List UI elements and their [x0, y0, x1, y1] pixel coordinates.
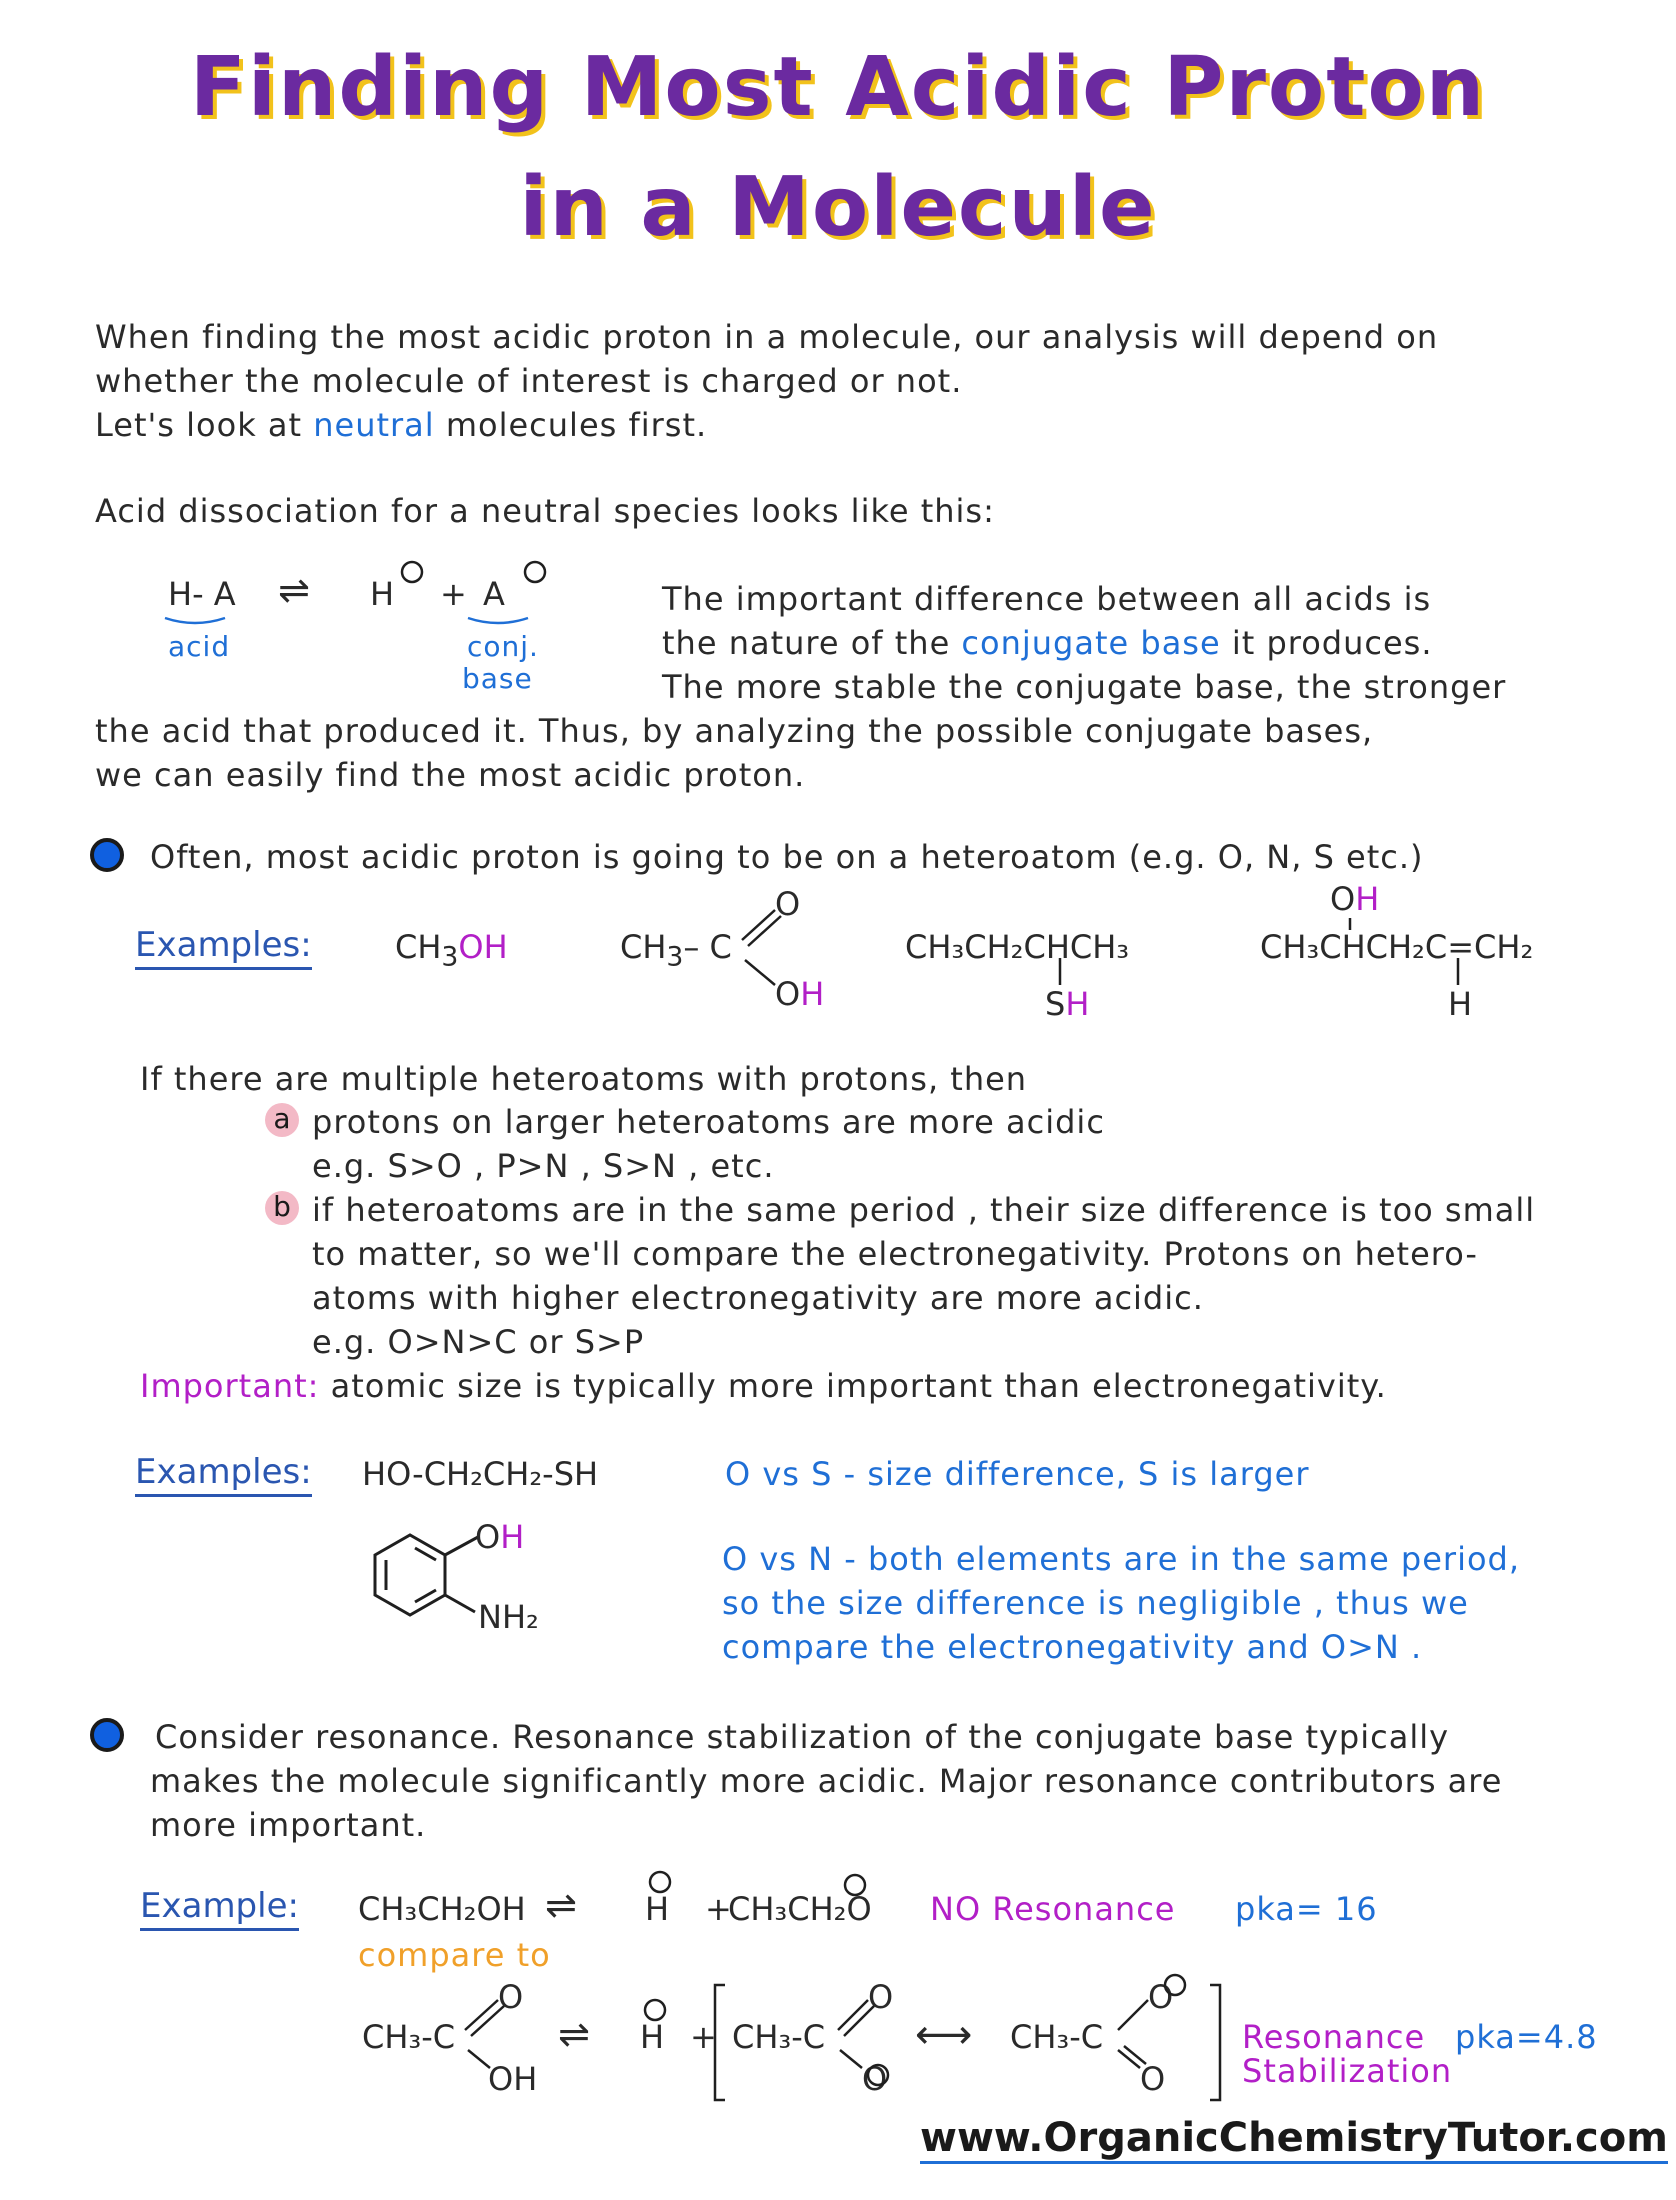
note-o-vs-n-1: O vs N - both elements are in the same period, — [722, 1540, 1521, 1578]
intro-line-3-pre: Let's look at — [95, 406, 303, 444]
acetate1-single — [840, 2050, 862, 2068]
resonance-stabilization-label-1: Resonance — [1242, 2018, 1426, 2056]
conj-base-brace — [468, 618, 528, 623]
acetate-1-o-top: O — [868, 1978, 894, 2016]
important-text: atomic size is typically more important than electronegativity. — [330, 1367, 1387, 1405]
diss-para-4: the acid that produced it. Thus, by analyzing the possible conjugate bases, — [95, 712, 1374, 750]
methanol-sub: 3 — [441, 941, 459, 973]
acetate2-double-2 — [1124, 2046, 1146, 2064]
section1-text: Often, most acidic proton is going to be on a heteroatom (e.g. O, N, S etc.) — [150, 838, 1424, 876]
eq2-plus: + — [690, 2018, 717, 2056]
acetate-2-o-bottom: O — [1140, 2060, 1166, 2098]
page-title-line-1: Finding Most Acidic Proton — [189, 40, 1487, 135]
resonance-stabilization-label-2: Stabilization — [1242, 2052, 1453, 2090]
conj-label-2: base — [462, 662, 533, 695]
pka-ethanol: pka= 16 — [1235, 1890, 1378, 1928]
acetic-ch: CH — [620, 928, 667, 966]
eq-equilibrium-arrow: ⇌ — [278, 568, 310, 612]
intro-neutral-highlight: neutral — [313, 406, 435, 444]
rule-b-line-3: atoms with higher electronegativity are more acidic. — [312, 1279, 1204, 1317]
eq1-plus: + — [705, 1890, 732, 1928]
acetic-acid-ch3c: CH₃-C — [362, 2018, 456, 2056]
example-pentenol: CH₃CHCH₂C=CH₂ — [1260, 928, 1534, 966]
eq1-arrow: ⇌ — [545, 1883, 577, 1927]
example-label: Example: — [140, 1886, 299, 1931]
note-o-vs-s: O vs S - size difference, S is larger — [725, 1455, 1310, 1493]
rules-intro: If there are multiple heteroatoms with protons, then — [140, 1060, 1028, 1098]
rule-b-example: e.g. O>N>C or S>P — [312, 1323, 645, 1361]
bracket-left — [715, 1985, 725, 2100]
pentenol-h: H — [1355, 880, 1380, 918]
eq-ha: H- A — [168, 575, 236, 613]
eq2-arrow: ⇌ — [558, 2012, 590, 2056]
pka-acetic: pka=4.8 — [1455, 2018, 1598, 2056]
examples-label-1: Examples: — [135, 925, 312, 970]
sh-s: S — [1045, 985, 1066, 1023]
acid-brace — [165, 618, 225, 623]
resonance-line-2: makes the molecule significantly more acidic. Major resonance contributors are — [150, 1762, 1503, 1800]
diss-para-1: The important difference between all acids is — [662, 580, 1432, 618]
no-resonance-label: NO Resonance — [930, 1890, 1176, 1928]
acetate2-minus — [1165, 1975, 1185, 1995]
diss-para-2-post: it produces. — [1231, 624, 1433, 662]
diss-para-3: The more stable the conjugate base, the stronger — [662, 668, 1507, 706]
pentenol-o: O — [1330, 880, 1356, 918]
rule-b-badge: b — [265, 1191, 299, 1225]
compare-to-label: compare to — [358, 1936, 551, 1974]
rule-b-line-2: to matter, so we'll compare the electronegativity. Protons on hetero- — [312, 1235, 1478, 1273]
acetic-o-part: O — [775, 975, 801, 1013]
resonance-line-1: Consider resonance. Resonance stabilization of the conjugate base typically — [155, 1718, 1450, 1756]
diss-para-5: we can easily find the most acidic proton. — [95, 756, 806, 794]
h-plus-charge — [402, 562, 422, 582]
rule-b-line-1: if heteroatoms are in the same period , their size difference is too small — [312, 1191, 1536, 1229]
eq-a: A — [483, 575, 505, 613]
intro-line-1: When finding the most acidic proton in a molecule, our analysis will depend on — [95, 318, 1439, 356]
eq1-h-plus — [650, 1872, 670, 1892]
eq-h: H — [370, 575, 395, 613]
eq2-h-plus — [645, 2000, 665, 2020]
note-o-vs-n-2: so the size difference is negligible , thus we — [722, 1584, 1469, 1622]
page-title-line-2: in a Molecule — [519, 160, 1157, 255]
eq2-h: H — [640, 2018, 665, 2056]
eq-plus: + — [440, 575, 467, 613]
footer-url-text[interactable]: www.OrganicChemistryTutor.com — [920, 2115, 1668, 2164]
acetate1-minus — [868, 2065, 888, 2085]
important-label: Important: — [140, 1367, 320, 1405]
examples-label-2: Examples: — [135, 1452, 312, 1497]
ethoxide-minus — [845, 1875, 865, 1895]
sh-h: H — [1065, 985, 1090, 1023]
diss-para-2-pre: the nature of the — [662, 624, 951, 662]
acetate-1-o-bottom: O — [862, 2060, 888, 2098]
conj-label-1: conj. — [467, 630, 539, 663]
acetate-1-ch3c: CH₃-C — [732, 2018, 826, 2056]
dissociation-heading: Acid dissociation for a neutral species looks like this: — [95, 492, 995, 530]
methanol-ch: CH — [395, 928, 442, 966]
acetic-o: O — [775, 885, 801, 923]
acetate-2-o-top: O — [1148, 1978, 1174, 2016]
resonance-arrow: ⟷ — [915, 2012, 973, 2058]
methanol-oh: OH — [458, 928, 508, 966]
a-minus-charge — [525, 562, 545, 582]
conjugate-base-highlight: conjugate base — [961, 624, 1221, 662]
bracket-right — [1210, 1985, 1220, 2100]
acetic-sub: 3 — [666, 941, 684, 973]
acetic-acid-o: O — [498, 1978, 524, 2016]
example-butanethiol: CH₃CH₂CHCH₃ — [905, 928, 1130, 966]
acetate2-double-1 — [1118, 2050, 1140, 2068]
acetic-c: – C — [683, 928, 732, 966]
footer-url[interactable] — [920, 2115, 1668, 2161]
acetate2-single — [1118, 2000, 1148, 2030]
rule-a-example: e.g. S>O , P>N , S>N , etc. — [312, 1147, 775, 1185]
aminophenol-nh2: NH₂ — [478, 1598, 539, 1636]
acetic-c-oh — [745, 960, 775, 985]
mercaptoethanol: HO-CH₂CH₂-SH — [362, 1455, 599, 1493]
ethanol: CH₃CH₂OH — [358, 1890, 526, 1928]
eq1-h: H — [645, 1890, 670, 1928]
resonance-line-3: more important. — [150, 1806, 427, 1844]
aminophenol-h: H — [500, 1518, 525, 1556]
bottom-acetic-oh-bond — [468, 2050, 490, 2068]
aminophenol-o: O — [475, 1518, 501, 1556]
pentenol-h-bottom: H — [1448, 985, 1473, 1023]
intro-line-3-post: molecules first. — [445, 406, 708, 444]
rule-a-text: protons on larger heteroatoms are more acidic — [312, 1103, 1105, 1141]
acetic-acid-oh: OH — [488, 2060, 538, 2098]
note-o-vs-n-3: compare the electronegativity and O>N . — [722, 1628, 1423, 1666]
acetic-h-part: H — [800, 975, 825, 1013]
acetate-2-ch3c: CH₃-C — [1010, 2018, 1104, 2056]
ethoxide: CH₃CH₂O — [728, 1890, 872, 1928]
acid-label: acid — [168, 630, 231, 663]
rule-a-badge: a — [265, 1103, 299, 1137]
intro-line-2: whether the molecule of interest is charged or not. — [95, 362, 963, 400]
